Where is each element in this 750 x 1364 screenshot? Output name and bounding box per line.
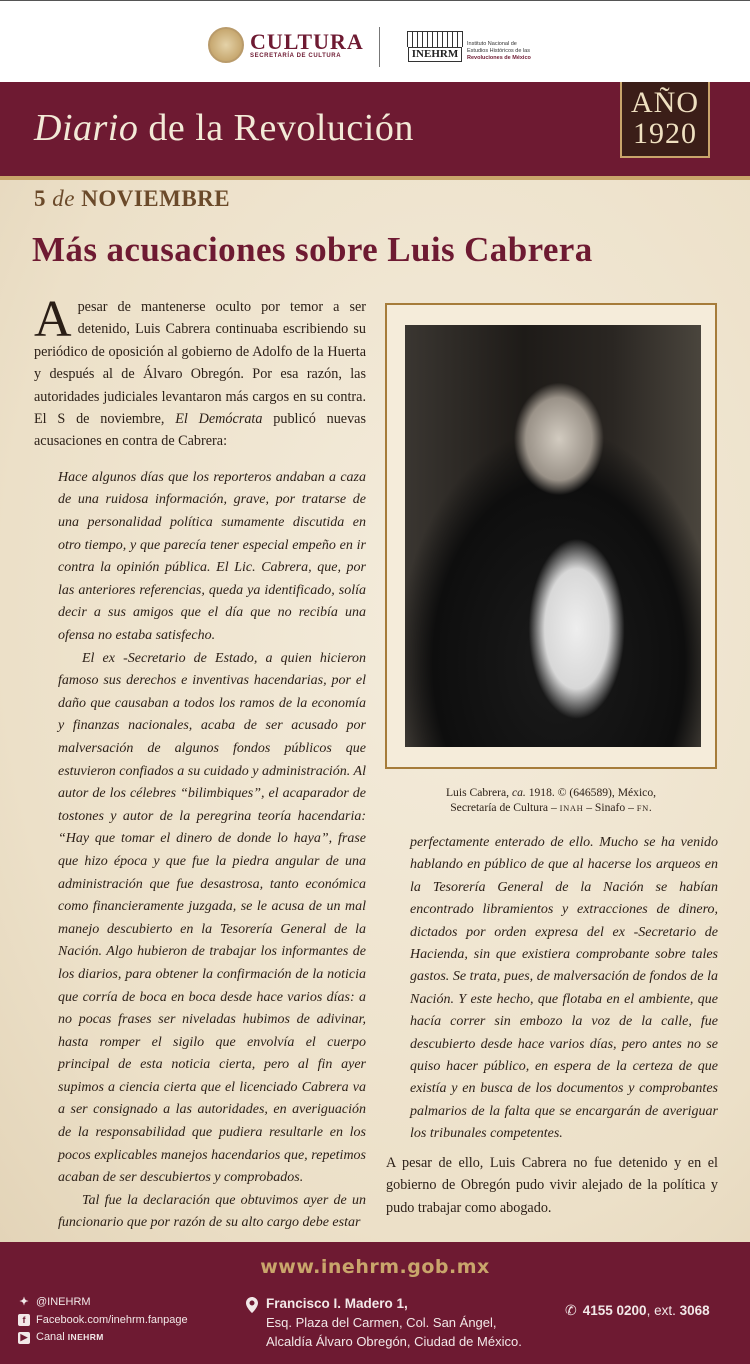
quote-paragraph: El ex -Secretario de Estado, a quien hicieron famoso sus derechos e inventivas hacendarias, por el daño que causaban a todos los ramos de la economía y finanzas nacionales, acaba de ser acusado por malversación de algunos fondos públicos que estuvieron confiados a su cuidado y administración. Al autor de los célebres “bilimbiques”, el acaparador de tostones y autor de la peregrina teoría hacendaria: “Hay que tomar el dinero de donde lo haya”, frase que hizo época y que fue la piedra angular de una administración que fue desastrosa, tanto económica como financieramente juzgada, se le acusa de un mal manejo descubierto en la Tesorería General de la Nación. Algo hubieron de trabajar los informantes de los diarios, para obtener la confirmación de la noticia que corría de boca en boca desde hace varios días: a no pocas frases ser niveladas hubimos de adivinar, hasta romper el sigilo que envolvía el cuerpo principal de esta noticia cierta, pero al fin ayer supimos a ciencia cierta que el licenciado Cabrera va a ser consignado a las autoridades, en averiguación de la responsabilidad que pudiera resultarle en los pocos explicables manejos hacendarios que, repetimos acaban de ser descubiertos y comprobados.: [58, 650, 366, 1186]
location-pin-icon: [246, 1297, 258, 1313]
mexico-seal-icon: [208, 27, 244, 63]
address-street: Francisco I. Madero 1,: [266, 1296, 408, 1311]
youtube-icon: ▶: [18, 1332, 30, 1344]
address-line: Alcaldía Álvaro Obregón, Ciudad de México.: [266, 1334, 522, 1349]
quoted-article: [34, 467, 366, 1235]
phone-icon: ✆: [565, 1302, 577, 1318]
photo-frame: [385, 303, 717, 769]
quote-continuation: perfectamente enterado de ello. Mucho se ha venido hablando en público de que al hacerse los arqueos en la Tesorería General de la Nación se habían encontrado libramientos y extracciones de dinero, dictados por orden expresa del ex -Secretario de Hacienda, sin que existiera comprobante sobre tales gastos. Se trata, pues, de malversación de fondos de la Nación. Y este hecho, que flotaba en el ambiente, que hacía correr sin embozo la voz de la calle, fue descubierto desde hace varios días, pero antes no se quiso hacer público, en espera de la certeza de que existía y en busca de los documentos y comprobantes palmarios de la falta que se encargarán de averiguar los tribunales competentes.: [410, 835, 718, 1142]
page-title: Diario de la Revolución: [34, 107, 414, 149]
headline: Más acusaciones sobre Luis Cabrera: [32, 230, 593, 269]
building-icon: [407, 31, 463, 47]
twitter-bird-icon: ✦: [19, 1296, 29, 1308]
website-link[interactable]: www.inehrm.gob.mx: [260, 1256, 490, 1278]
date-line: 5 de NOVIEMBRE: [34, 186, 231, 211]
inehrm-word: INEHRM: [408, 47, 462, 62]
intro-paragraph: Apesar de mantenerse oculto por temor a ser detenido, Luis Cabrera continuaba escribiendo su periódico de oposición al gobierno de Adolfo de la Huerta y después al de Álvaro Obregón. Por esa razón, las autoridades judiciales levantaron más cargos en su contra. El S de noviembre, El Demócrata publicó nuevas acusaciones en contra de Cabrera:: [34, 291, 367, 450]
social-links: [18, 1294, 188, 1347]
cultura-word: CULTURA: [250, 29, 364, 54]
youtube-link[interactable]: ▶ Canal INEHRM: [18, 1329, 188, 1347]
phone-contact[interactable]: ✆ 4155 0200, ext. 3068: [565, 1302, 710, 1318]
publication-name: El Demócrata: [175, 411, 263, 428]
quote-paragraph: Hace algunos días que los reporteros andaban a caza de una ruidosa información, grave, por tratarse de una personalidad política sumamente discutida en otro tiempo, y que parecía tener especial empeño en ir contra la opinión pública. El Lic. Cabrera, que, por las anteriores referencias, queda ya identificado, solía decir a sus amigos que el día que no recibía una ofensa no estaba satisfecho.: [58, 469, 366, 643]
address-line: Esq. Plaza del Carmen, Col. San Ángel,: [266, 1315, 497, 1330]
quote-paragraph: Tal fue la declaración que obtuvimos ayer de un funcionario que por razón de su alto cargo debe estar: [58, 1192, 366, 1231]
cultura-logo[interactable]: [208, 25, 364, 65]
top-header: [0, 0, 750, 82]
inehrm-logo[interactable]: [407, 31, 547, 62]
logo-divider: [379, 27, 380, 67]
photo-caption: Luis Cabrera, ca. 1918. © (646589), México, Secretaría de Cultura – INAH – Sinafo – FN.: [445, 786, 657, 814]
facebook-icon: f: [18, 1314, 30, 1326]
left-column: [34, 291, 367, 1235]
footer: [0, 1242, 750, 1364]
drop-cap: A: [34, 291, 72, 348]
twitter-link[interactable]: ✦ @INEHRM: [19, 1296, 91, 1308]
facebook-link[interactable]: f Facebook.com/inehrm.fanpage: [18, 1312, 188, 1330]
year-badge: [620, 82, 710, 158]
closing-paragraph: A pesar de ello, Luis Cabrera no fue detenido y en el gobierno de Obregón pudo vivir alejado de la política y pudo trabajar como abogado.: [386, 1155, 718, 1216]
address-block: [246, 1294, 522, 1351]
year-label: AÑO: [631, 86, 699, 119]
inehrm-description: Instituto Nacional de Estudios Históricos de las Revoluciones de México: [467, 41, 531, 61]
portrait-photo[interactable]: [405, 325, 701, 747]
cultura-subtitle: SECRETARÍA DE CULTURA: [250, 53, 342, 59]
year-value: 1920: [633, 117, 697, 150]
